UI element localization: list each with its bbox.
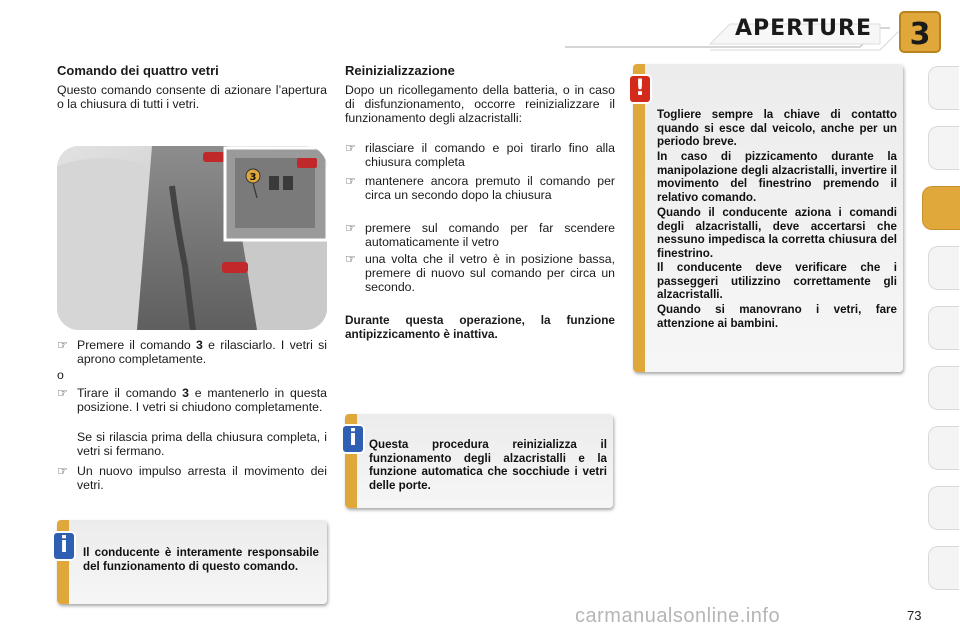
reinit-step-2: ☞ mantenere ancora premuto il comando per circa un secondo dopo la chiusura: [345, 174, 615, 202]
hand-pointer-icon: ☞: [57, 338, 69, 352]
release-before-closing-text: Se si rilascia prima della chiusura completa, i vetri si fermano.: [77, 430, 327, 458]
anti-pinch-warning: Durante questa operazione, la funzione antipizzicamento è inattiva.: [345, 313, 615, 341]
watermark: carmanualsonline.info: [575, 605, 781, 627]
info-icon: i: [343, 426, 363, 452]
warning-para-2: In caso di pizzicamento durante la manipolazione degli alzacristalli, invertire il movimento del finestrino premendo il relativo comando.: [657, 150, 897, 204]
page-number: 73: [907, 608, 922, 623]
hand-pointer-icon: ☞: [57, 464, 69, 478]
section-heading-reinit: Reinizializzazione: [345, 63, 455, 78]
warning-para-3: Quando il conducente aziona i comandi degli alzacristalli, deve accertarsi che nessuno impedisca la corretta chiusura del finestrino.: [657, 206, 897, 260]
chapter-tab-7[interactable]: [928, 426, 959, 470]
reinit-step-4: ☞ una volta che il vetro è in posizione bassa, premere di nuovo sul comando per circa un secondo.: [345, 252, 615, 294]
warning-icon: !: [630, 76, 650, 102]
hand-pointer-icon: ☞: [57, 386, 69, 400]
warning-box: [633, 64, 903, 372]
info-icon: i: [54, 533, 74, 559]
chapter-tab-2[interactable]: [928, 126, 959, 170]
or-separator: o: [57, 368, 64, 382]
reinit-step-1: ☞ rilasciare il comando e poi tirarlo fino alla chiusura completa: [345, 141, 615, 169]
bullet-pull-command: ☞ Tirare il comando 3 e mantenerlo in questa posizione. I vetri si chiudono completamente.: [57, 386, 327, 414]
bullet-new-impulse: ☞ Un nuovo impulso arresta il movimento dei vetri.: [57, 464, 327, 492]
info-note-driver-responsible: [57, 520, 327, 604]
chapter-tab-9[interactable]: [928, 546, 959, 590]
hand-pointer-icon: ☞: [345, 174, 357, 188]
chapter-tab-3-active[interactable]: [922, 186, 960, 230]
info-note-text: Questa procedura reinizializza il funzionamento degli alzacristalli e la funzione automatica che socchiude i vetri delle porte.: [369, 438, 607, 492]
warning-para-1: Togliere sempre la chiave di contatto quando si esce dal veicolo, anche per un periodo breve.: [657, 108, 897, 148]
hand-pointer-icon: ☞: [345, 141, 357, 155]
warning-para-4: Il conducente deve verificare che i passeggeri utilizzino correttamente gli alzacristalli.: [657, 261, 897, 301]
hand-pointer-icon: ☞: [345, 221, 357, 235]
chapter-tab-5[interactable]: [928, 306, 959, 350]
info-note-reinit: [345, 414, 613, 508]
center-console-photo: [57, 146, 327, 330]
section-heading-four-windows: Comando dei quattro vetri: [57, 63, 219, 78]
hand-pointer-icon: ☞: [345, 252, 357, 266]
bullet-press-command: ☞ Premere il comando 3 e rilasciarlo. I vetri si aprono completamente.: [57, 338, 327, 366]
page-title: APERTURE: [735, 16, 872, 41]
chapter-badge: [898, 10, 942, 54]
chapter-number: 3: [909, 17, 931, 52]
warning-para-5: Quando si manovrano i vetri, fare attenzione ai bambini.: [657, 303, 897, 330]
chapter-tab-1[interactable]: [928, 66, 959, 110]
info-note-text: Il conducente è interamente responsabile del funzionamento di questo comando.: [83, 546, 319, 573]
intro-paragraph: Questo comando consente di azionare l’apertura o la chiusura di tutti i vetri.: [57, 83, 327, 111]
chapter-tab-8[interactable]: [928, 486, 959, 530]
photo-callout-label: 3: [249, 172, 257, 183]
chapter-tab-6[interactable]: [928, 366, 959, 410]
chapter-tab-4[interactable]: [928, 246, 959, 290]
reinit-step-3: ☞ premere sul comando per far scendere automaticamente il vetro: [345, 221, 615, 249]
reinit-intro: Dopo un ricollegamento della batteria, o in caso di disfunzionamento, occorre reinizializzare il funzionamento degli alzacristalli:: [345, 83, 615, 125]
